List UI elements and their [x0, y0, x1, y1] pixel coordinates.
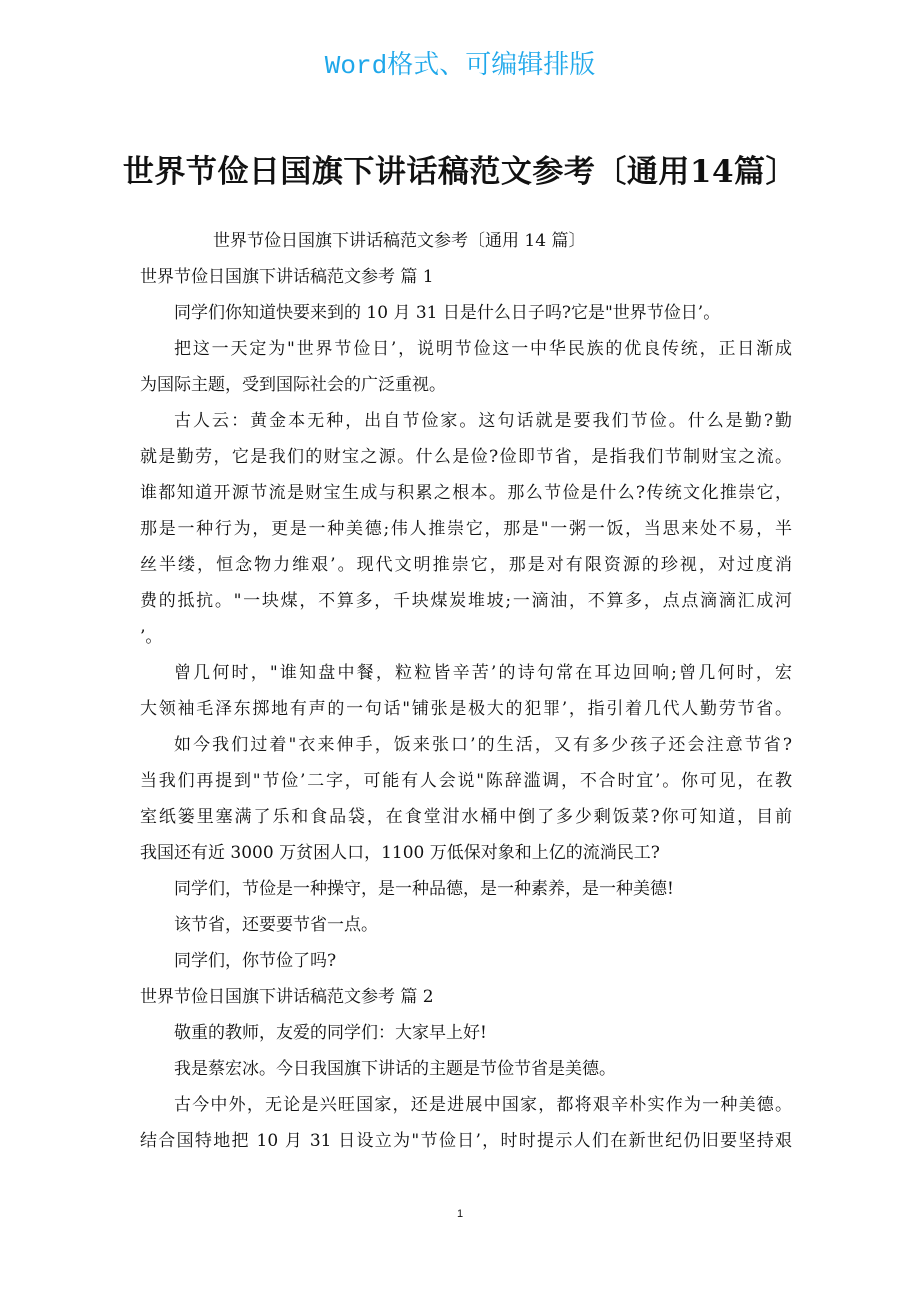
- text-line: ’。: [140, 627, 163, 647]
- text-line: 如今我们过着"衣来伸手，饭来张口’的生活，又有多少孩子还会注意节省?: [174, 735, 792, 755]
- watermark-banner: Word格式、可编辑排版: [324, 51, 596, 81]
- page-number: 1: [456, 1208, 464, 1220]
- document-title: 世界节俭日国旗下讲话稿范文参考〔通用14篇〕: [122, 154, 798, 190]
- text-line: 费的抵抗。"一块煤，不算多，千块煤炭堆坡;一滴油，不算多，点点滴滴汇成河: [140, 591, 792, 611]
- text-line: 室纸篓里塞满了乐和食品袋，在食堂泔水桶中倒了多少剩饭菜?你可知道，目前: [140, 807, 792, 827]
- text-line: 当我们再提到"节俭’二字，可能有人会说"陈辞滥调，不合时宜’。你可见，在教: [140, 771, 792, 791]
- text-line: 敬重的教师，友爱的同学们：大家早上好!: [174, 1023, 487, 1043]
- text-line: 同学们，你节俭了吗?: [174, 951, 337, 971]
- text-line: 我国还有近 3000 万贫困人口，1100 万低保对象和上亿的流淌民工?: [140, 843, 660, 863]
- text-line: 把这一天定为"世界节俭日’，说明节俭这一中华民族的优良传统，正日渐成: [174, 339, 792, 359]
- text-line: 我是蔡宏冰。今日我国旗下讲话的主题是节俭节省是美德。: [174, 1059, 616, 1079]
- document-body: [140, 225, 792, 1161]
- section-heading: 世界节俭日国旗下讲话稿范文参考 篇 2: [140, 987, 434, 1007]
- text-line: 同学们，节俭是一种操守，是一种品德，是一种素养，是一种美德!: [174, 879, 674, 899]
- text-line: 古今中外，无论是兴旺国家，还是进展中国家，都将艰辛朴实作为一种美德。: [174, 1095, 792, 1115]
- text-line: 同学们你知道快要来到的 10 月 31 日是什么日子吗?它是"世界节俭日’。: [174, 303, 721, 323]
- document-subtitle: 世界节俭日国旗下讲话稿范文参考〔通用 14 篇〕: [213, 231, 586, 251]
- text-line: 古人云：黄金本无种，出自节俭家。这句话就是要我们节俭。什么是勤?勤: [174, 411, 792, 431]
- section-heading: 世界节俭日国旗下讲话稿范文参考 篇 1: [140, 267, 434, 287]
- text-line: 就是勤劳，它是我们的财宝之源。什么是俭?俭即节省，是指我们节制财宝之流。: [140, 447, 792, 467]
- text-line: 大领袖毛泽东掷地有声的一句话"铺张是极大的犯罪’，指引着几代人勤劳节省。: [140, 699, 792, 719]
- text-line: 该节省，还要要节省一点。: [174, 915, 378, 935]
- text-line: 为国际主题，受到国际社会的广泛重视。: [140, 375, 446, 395]
- text-line: 那是一种行为，更是一种美德;伟人推崇它，那是"一粥一饭，当思来处不易，半: [140, 519, 792, 539]
- text-line: 结合国特地把 10 月 31 日设立为"节俭日’，时时提示人们在新世纪仍旧要坚持艰: [140, 1131, 792, 1151]
- text-line: 曾几何时，"谁知盘中餐，粒粒皆辛苦’的诗句常在耳边回响;曾几何时，宏: [174, 663, 792, 683]
- text-line: 丝半缕，恒念物力维艰’。现代文明推崇它，那是对有限资源的珍视，对过度消: [140, 555, 792, 575]
- text-line: 谁都知道开源节流是财宝生成与积累之根本。那么节俭是什么?传统文化推崇它，: [140, 483, 792, 503]
